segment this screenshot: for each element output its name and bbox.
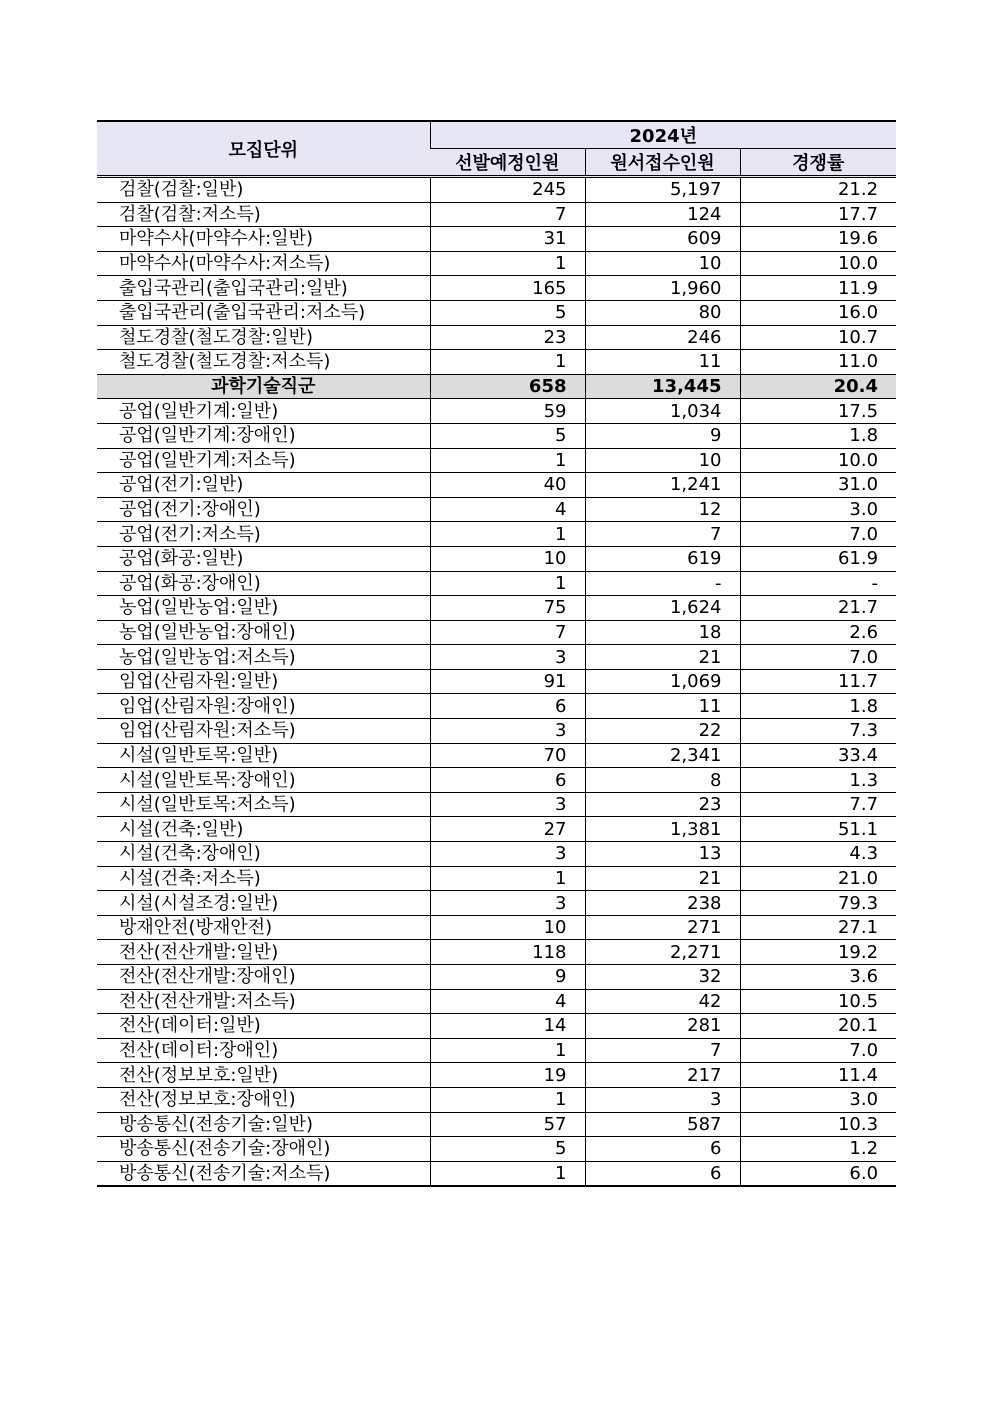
table-row [97,546,896,571]
competition-rate-cell: 10.7 [740,325,896,350]
applications-cell: 609 [585,227,740,252]
competition-rate-cell: 3.6 [740,965,896,990]
unit-name-cell: 시설(시설조경:일반) [97,891,430,916]
competition-rate-cell: 27.1 [740,915,896,940]
table-row [97,989,896,1014]
unit-name-cell: 전산(데이터:일반) [97,1014,430,1039]
unit-name-cell: 방송통신(전송기술:장애인) [97,1137,430,1162]
planned-selection-cell: 4 [430,989,585,1014]
applications-cell: 11 [585,350,740,375]
table-row [97,276,896,301]
competition-rate-cell: 1.2 [740,1137,896,1162]
applications-cell: 32 [585,965,740,990]
planned-selection-cell: 40 [430,473,585,498]
unit-name-cell: 공업(화공:일반) [97,546,430,571]
competition-rate-cell: 31.0 [740,473,896,498]
unit-name-cell: 농업(일반농업:저소득) [97,645,430,670]
applications-cell: 11 [585,694,740,719]
unit-name-cell: 임업(산림자원:장애인) [97,694,430,719]
table-row [97,743,896,768]
planned-selection-cell: 9 [430,965,585,990]
competition-rate-cell: 16.0 [740,300,896,325]
competition-rate-cell: 4.3 [740,842,896,867]
applications-cell: 10 [585,251,740,276]
planned-selection-cell: 1 [430,866,585,891]
unit-name-cell: 과학기술직군 [97,374,430,399]
planned-selection-cell: 3 [430,645,585,670]
planned-selection-cell: 1 [430,350,585,375]
unit-name-cell: 검찰(검찰:일반) [97,177,430,203]
unit-name-cell: 농업(일반농업:장애인) [97,620,430,645]
planned-selection-cell: 3 [430,891,585,916]
table-row [97,596,896,621]
table-row [97,669,896,694]
applications-cell: 2,341 [585,743,740,768]
planned-selection-cell: 4 [430,497,585,522]
planned-selection-cell: 3 [430,842,585,867]
competition-rate-cell: 10.5 [740,989,896,1014]
planned-selection-cell: 5 [430,300,585,325]
planned-selection-cell: 6 [430,768,585,793]
table-row [97,866,896,891]
applications-cell: 217 [585,1063,740,1088]
unit-name-cell: 전산(전산개발:일반) [97,940,430,965]
competition-rate-cell: 3.0 [740,1087,896,1112]
planned-selection-cell: 27 [430,817,585,842]
planned-selection-cell: 1 [430,1087,585,1112]
planned-selection-cell: 3 [430,719,585,744]
applications-cell: 1,034 [585,399,740,424]
applications-cell: 1,069 [585,669,740,694]
competition-rate-cell: 79.3 [740,891,896,916]
table-body [97,177,896,1187]
competition-rate-cell: 33.4 [740,743,896,768]
unit-name-cell: 농업(일반농업:일반) [97,596,430,621]
applications-cell: 6 [585,1137,740,1162]
table-row [97,202,896,227]
competition-rate-cell: 21.0 [740,866,896,891]
table-row [97,522,896,547]
table-row [97,227,896,252]
competition-rate-cell: 11.0 [740,350,896,375]
planned-selection-cell: 1 [430,571,585,596]
planned-selection-cell: 165 [430,276,585,301]
unit-name-cell: 임업(산림자원:일반) [97,669,430,694]
planned-selection-cell: 7 [430,620,585,645]
planned-selection-cell: 658 [430,374,585,399]
recruitment-table [97,120,896,1187]
competition-rate-cell: 7.3 [740,719,896,744]
competition-rate-cell: 19.2 [740,940,896,965]
applications-cell: 2,271 [585,940,740,965]
table-row [97,915,896,940]
competition-rate-cell: 7.0 [740,1038,896,1063]
applications-cell: 271 [585,915,740,940]
competition-rate-cell: 7.0 [740,645,896,670]
planned-selection-cell: 75 [430,596,585,621]
competition-rate-cell: 10.0 [740,448,896,473]
table-row [97,1014,896,1039]
header-recruitment-unit: 모집단위 [97,121,430,177]
planned-selection-cell: 5 [430,1137,585,1162]
competition-rate-cell: 10.3 [740,1112,896,1137]
table-row [97,645,896,670]
unit-name-cell: 방송통신(전송기술:일반) [97,1112,430,1137]
applications-cell: 6 [585,1161,740,1186]
applications-cell: 587 [585,1112,740,1137]
table-row [97,300,896,325]
competition-rate-cell: 7.7 [740,792,896,817]
header-year: 2024년 [430,121,896,149]
table-row [97,423,896,448]
planned-selection-cell: 1 [430,448,585,473]
competition-rate-cell: 20.4 [740,374,896,399]
unit-name-cell: 마약수사(마약수사:일반) [97,227,430,252]
planned-selection-cell: 3 [430,792,585,817]
unit-name-cell: 공업(전기:장애인) [97,497,430,522]
planned-selection-cell: 6 [430,694,585,719]
table-row [97,620,896,645]
unit-name-cell: 공업(일반기계:장애인) [97,423,430,448]
planned-selection-cell: 59 [430,399,585,424]
table-row [97,792,896,817]
planned-selection-cell: 245 [430,177,585,203]
unit-name-cell: 시설(건축:장애인) [97,842,430,867]
applications-cell: 8 [585,768,740,793]
applications-cell: 7 [585,1038,740,1063]
planned-selection-cell: 57 [430,1112,585,1137]
applications-cell: 21 [585,866,740,891]
planned-selection-cell: 1 [430,1038,585,1063]
applications-cell: 13,445 [585,374,740,399]
header-applications: 원서접수인원 [585,149,740,177]
competition-rate-cell: 7.0 [740,522,896,547]
unit-name-cell: 출입국관리(출입국관리:저소득) [97,300,430,325]
applications-cell: 5,197 [585,177,740,203]
applications-cell: 23 [585,792,740,817]
applications-cell: 22 [585,719,740,744]
applications-cell: 1,960 [585,276,740,301]
unit-name-cell: 공업(일반기계:일반) [97,399,430,424]
table-row [97,768,896,793]
competition-rate-cell: 11.7 [740,669,896,694]
subtotal-row [97,374,896,399]
table-row [97,1087,896,1112]
unit-name-cell: 방재안전(방재안전) [97,915,430,940]
table-row [97,965,896,990]
table-row [97,448,896,473]
planned-selection-cell: 23 [430,325,585,350]
unit-name-cell: 공업(전기:저소득) [97,522,430,547]
competition-rate-cell: 51.1 [740,817,896,842]
table-row [97,1112,896,1137]
table-row [97,719,896,744]
table-row [97,694,896,719]
applications-cell: 18 [585,620,740,645]
header-planned-selection: 선발예정인원 [430,149,585,177]
table-row [97,325,896,350]
competition-rate-cell: 10.0 [740,251,896,276]
table-row [97,497,896,522]
applications-cell: 7 [585,522,740,547]
table-row [97,350,896,375]
competition-rate-cell: 1.8 [740,423,896,448]
competition-rate-cell: 1.3 [740,768,896,793]
planned-selection-cell: 118 [430,940,585,965]
unit-name-cell: 시설(건축:일반) [97,817,430,842]
planned-selection-cell: 1 [430,1161,585,1186]
table-row [97,1038,896,1063]
table-row [97,817,896,842]
competition-rate-cell: 61.9 [740,546,896,571]
applications-cell: 281 [585,1014,740,1039]
competition-rate-cell: 6.0 [740,1161,896,1186]
competition-rate-cell: 17.7 [740,202,896,227]
applications-cell: 1,241 [585,473,740,498]
unit-name-cell: 전산(데이터:장애인) [97,1038,430,1063]
unit-name-cell: 시설(일반토목:장애인) [97,768,430,793]
planned-selection-cell: 1 [430,522,585,547]
competition-rate-cell: 21.2 [740,177,896,203]
competition-rate-cell: 3.0 [740,497,896,522]
table-row [97,940,896,965]
applications-cell: 246 [585,325,740,350]
unit-name-cell: 공업(일반기계:저소득) [97,448,430,473]
applications-cell: 10 [585,448,740,473]
planned-selection-cell: 91 [430,669,585,694]
planned-selection-cell: 31 [430,227,585,252]
applications-cell: - [585,571,740,596]
table-row [97,571,896,596]
unit-name-cell: 공업(화공:장애인) [97,571,430,596]
competition-rate-cell: - [740,571,896,596]
competition-rate-cell: 17.5 [740,399,896,424]
unit-name-cell: 시설(일반토목:일반) [97,743,430,768]
unit-name-cell: 전산(정보보호:장애인) [97,1087,430,1112]
unit-name-cell: 전산(정보보호:일반) [97,1063,430,1088]
applications-cell: 13 [585,842,740,867]
applications-cell: 21 [585,645,740,670]
applications-cell: 9 [585,423,740,448]
unit-name-cell: 시설(건축:저소득) [97,866,430,891]
unit-name-cell: 공업(전기:일반) [97,473,430,498]
table-row [97,399,896,424]
applications-cell: 1,624 [585,596,740,621]
unit-name-cell: 철도경찰(철도경찰:일반) [97,325,430,350]
applications-cell: 238 [585,891,740,916]
table-row [97,1063,896,1088]
applications-cell: 124 [585,202,740,227]
applications-cell: 42 [585,989,740,1014]
competition-rate-cell: 1.8 [740,694,896,719]
competition-rate-cell: 11.4 [740,1063,896,1088]
table-row [97,1161,896,1186]
unit-name-cell: 마약수사(마약수사:저소득) [97,251,430,276]
unit-name-cell: 출입국관리(출입국관리:일반) [97,276,430,301]
planned-selection-cell: 70 [430,743,585,768]
applications-cell: 3 [585,1087,740,1112]
unit-name-cell: 검찰(검찰:저소득) [97,202,430,227]
planned-selection-cell: 19 [430,1063,585,1088]
planned-selection-cell: 10 [430,546,585,571]
competition-rate-cell: 21.7 [740,596,896,621]
competition-rate-cell: 19.6 [740,227,896,252]
unit-name-cell: 전산(전산개발:장애인) [97,965,430,990]
table-row [97,251,896,276]
planned-selection-cell: 1 [430,251,585,276]
planned-selection-cell: 7 [430,202,585,227]
table-row [97,1137,896,1162]
unit-name-cell: 방송통신(전송기술:저소득) [97,1161,430,1186]
planned-selection-cell: 10 [430,915,585,940]
unit-name-cell: 전산(전산개발:저소득) [97,989,430,1014]
planned-selection-cell: 5 [430,423,585,448]
competition-rate-cell: 11.9 [740,276,896,301]
applications-cell: 619 [585,546,740,571]
unit-name-cell: 임업(산림자원:저소득) [97,719,430,744]
unit-name-cell: 시설(일반토목:저소득) [97,792,430,817]
header-competition-rate: 경쟁률 [740,149,896,177]
table-row [97,842,896,867]
planned-selection-cell: 14 [430,1014,585,1039]
applications-cell: 12 [585,497,740,522]
unit-name-cell: 철도경찰(철도경찰:저소득) [97,350,430,375]
applications-cell: 80 [585,300,740,325]
table-row [97,473,896,498]
table-row [97,891,896,916]
competition-rate-cell: 2.6 [740,620,896,645]
applications-cell: 1,381 [585,817,740,842]
table-row [97,177,896,203]
competition-rate-cell: 20.1 [740,1014,896,1039]
table-header [97,121,896,177]
